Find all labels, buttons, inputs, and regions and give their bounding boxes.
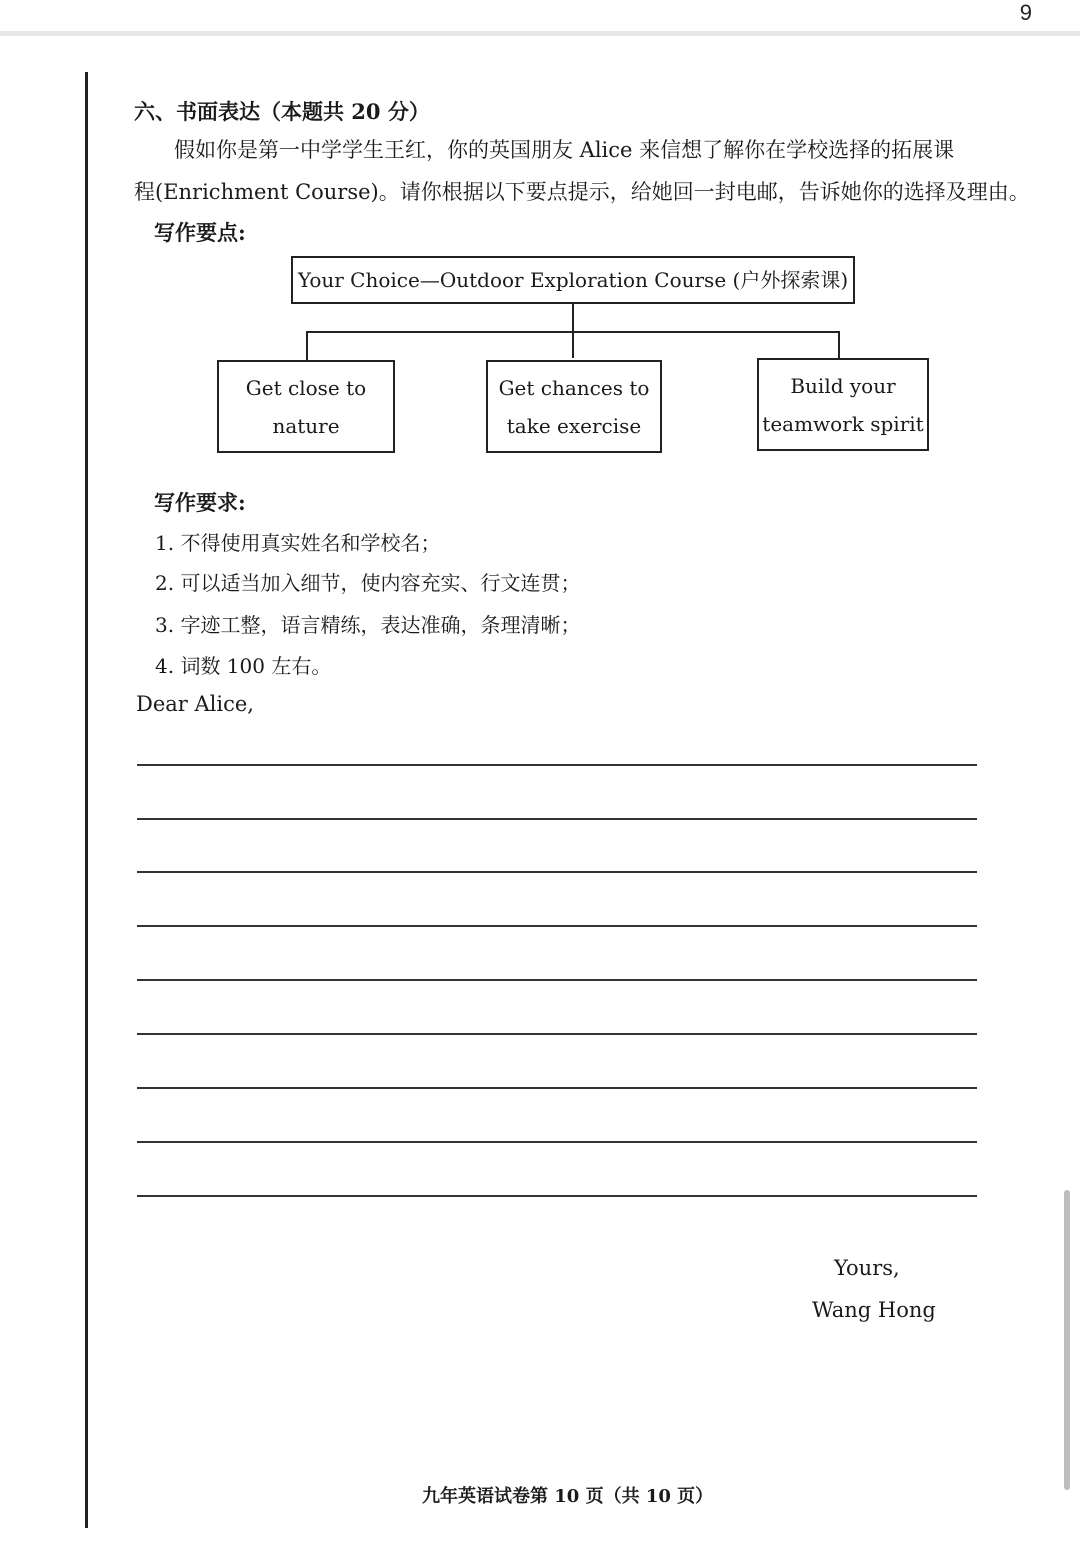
branch-line: Build your [790,373,896,398]
branch-line: Get close to [245,375,367,400]
left-margin-line [85,72,88,1528]
intro-line-2: 程(Enrichment Course)。请你根据以下要点提示，给她回一封电邮，告诉她你的选择及理由。 [134,180,1030,204]
points-heading: 写作要点: [154,220,246,245]
requirements-heading: 写作要求: [154,490,246,515]
writing-line[interactable] [137,871,977,873]
diagram-connector-left [306,331,308,361]
section-title: 六、书面表达（本题共 20 分） [134,99,430,124]
letter-signature: Wang Hong [812,1298,936,1322]
requirement-item: 1. 不得使用真实姓名和学校名； [155,531,441,555]
diagram-connector-horizontal [306,331,840,333]
branch-line: teamwork spirit [762,411,924,436]
diagram-root-box [291,256,855,304]
diagram-connector-right [838,331,840,359]
writing-line[interactable] [137,979,977,981]
diagram-branch-box [486,360,662,453]
writing-line[interactable] [137,1033,977,1035]
scrollbar[interactable] [1064,1190,1070,1490]
writing-line[interactable] [137,925,977,927]
page-footer: 九年英语试卷第 10 页（共 10 页） [422,1486,714,1507]
writing-line[interactable] [137,1087,977,1089]
writing-line[interactable] [137,818,977,820]
diagram-root-label: Your Choice—Outdoor Exploration Course (户外探索课) [297,268,849,292]
branch-line: take exercise [506,413,642,438]
page-number: 9 [1019,0,1032,25]
branch-line: Get chances to [498,375,650,400]
letter-closing: Yours, [834,1256,900,1280]
diagram-branch-box [217,360,395,453]
branch-line: nature [272,413,340,438]
diagram-branch-box [757,358,929,451]
top-divider [0,31,1080,36]
requirement-item: 3. 字迹工整，语言精练，表达准确，条理清晰； [155,613,581,637]
requirement-item: 2. 可以适当加入细节，使内容充实、行文连贯； [155,571,581,595]
requirement-item: 4. 词数 100 左右。 [155,654,332,678]
writing-line[interactable] [137,764,977,766]
letter-greeting: Dear Alice, [136,692,254,716]
intro-line-1: 假如你是第一中学学生王红，你的英国朋友 Alice 来信想了解你在学校选择的拓展课 [174,138,955,162]
writing-line[interactable] [137,1141,977,1143]
writing-line[interactable] [137,1195,977,1197]
